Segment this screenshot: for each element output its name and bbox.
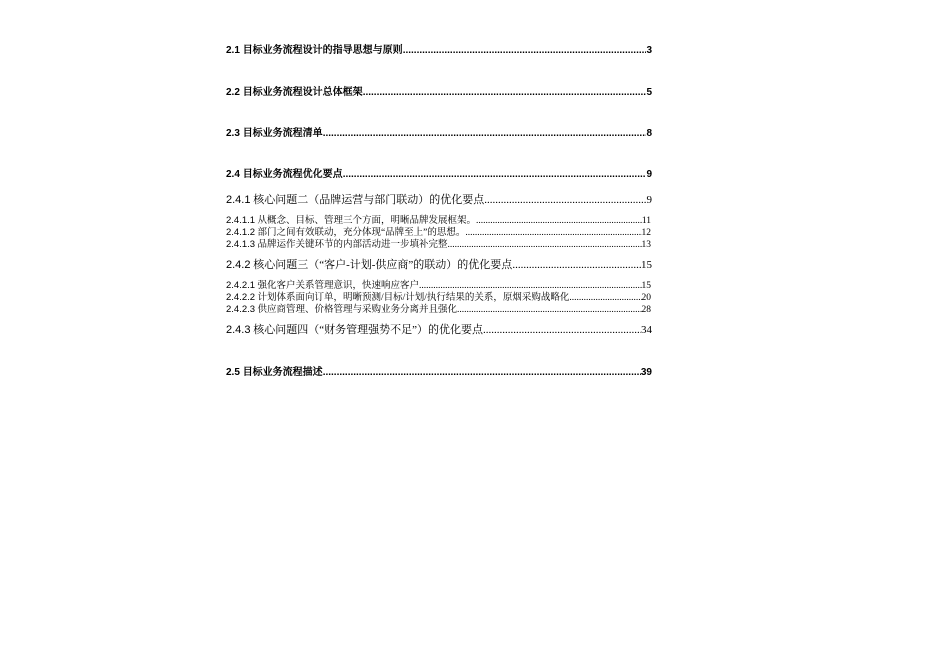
- toc-title: 从概念、目标、管理三个方面，明晰品牌发展框架。: [257, 216, 476, 226]
- toc-entry-2-3[interactable]: [226, 124, 652, 139]
- toc-number: 2.2: [226, 87, 240, 98]
- toc-title: 目标业务流程优化要点: [242, 169, 343, 180]
- toc-leader: [403, 45, 647, 56]
- toc-page-number: 15: [641, 281, 651, 291]
- toc-title: 部门之间有效联动，充分体现“品牌至上”的思想。: [257, 228, 466, 238]
- toc-title: 目标业务流程设计总体框架: [242, 87, 363, 98]
- toc-page-number: 28: [641, 305, 651, 315]
- toc-number: 2.5: [226, 367, 240, 378]
- toc-leader: [447, 240, 641, 250]
- toc-entry-2-4[interactable]: [226, 165, 652, 180]
- toc-number: 2.4.2.2: [226, 292, 256, 303]
- toc-leader: [363, 87, 647, 98]
- toc-number: 2.4.2.1: [226, 280, 256, 291]
- toc-leader: [343, 169, 647, 180]
- toc-title: 核心问题二（品牌运营与部门联动）的优化要点: [253, 194, 485, 206]
- toc-title: 强化客户关系管理意识，快速响应客户: [257, 281, 419, 291]
- toc-page-number: 3: [646, 45, 652, 56]
- toc-entry-2-4-2[interactable]: [226, 256, 652, 272]
- toc-number: 2.1: [226, 45, 240, 56]
- toc-page-number: 8: [646, 128, 652, 139]
- toc-title: 品牌运作关键环节的内部活动进一步填补完整: [257, 240, 448, 250]
- toc-title: 目标业务流程描述: [242, 367, 323, 378]
- toc-title: 计划体系面向订单，明晰预测/目标/计划/执行结果的关系，原烟采购战略化: [257, 293, 570, 303]
- toc-entry-2-1[interactable]: [226, 41, 652, 56]
- toc-number: 2.4.1.1: [226, 215, 256, 226]
- toc-number: 2.4.3: [226, 324, 251, 336]
- toc-page-number: 39: [640, 367, 652, 378]
- toc-entry-2-5[interactable]: [226, 363, 652, 378]
- toc-entry-2-2[interactable]: [226, 83, 652, 98]
- toc-leader: [512, 259, 641, 271]
- toc-page-number: 15: [641, 259, 652, 271]
- toc-title: 核心问题三（“客户-计划-供应商”的联动）的优化要点: [253, 259, 513, 271]
- toc-title: 目标业务流程设计的指导思想与原则: [242, 45, 403, 56]
- toc-page-number: 13: [641, 240, 651, 250]
- toc-title: 供应商管理、价格管理与采购业务分离并且强化: [257, 305, 457, 315]
- toc-number: 2.4: [226, 169, 240, 180]
- toc-number: 2.4.1.3: [226, 239, 256, 250]
- toc-page-number: 34: [641, 324, 652, 336]
- toc-number: 2.4.1: [226, 194, 251, 206]
- toc-page-number: 9: [646, 169, 652, 180]
- toc-entry-2-4-1[interactable]: [226, 191, 652, 207]
- toc-title: 核心问题四（“财务管理强势不足”）的优化要点: [253, 324, 483, 336]
- toc-number: 2.4.2: [226, 259, 251, 271]
- toc-entry-2-4-2-3[interactable]: [226, 301, 651, 315]
- toc-page-number: 9: [646, 194, 652, 206]
- toc-page-number: 20: [641, 293, 651, 303]
- toc-page-number: 11: [641, 216, 651, 226]
- toc-leader: [484, 194, 646, 206]
- toc-number: 2.3: [226, 128, 240, 139]
- toc-number: 2.4.1.2: [226, 227, 256, 238]
- toc-number: 2.4.2.3: [226, 304, 256, 315]
- toc-page-number: 5: [646, 87, 652, 98]
- toc-leader: [483, 324, 641, 336]
- toc-leader: [323, 367, 641, 378]
- toc-entry-2-4-1-3[interactable]: [226, 236, 651, 250]
- toc-leader: [323, 128, 647, 139]
- toc-entry-2-4-3[interactable]: [226, 321, 652, 337]
- toc-leader: [457, 305, 642, 315]
- toc-title: 目标业务流程清单: [242, 128, 323, 139]
- toc-page-number: 12: [641, 228, 651, 238]
